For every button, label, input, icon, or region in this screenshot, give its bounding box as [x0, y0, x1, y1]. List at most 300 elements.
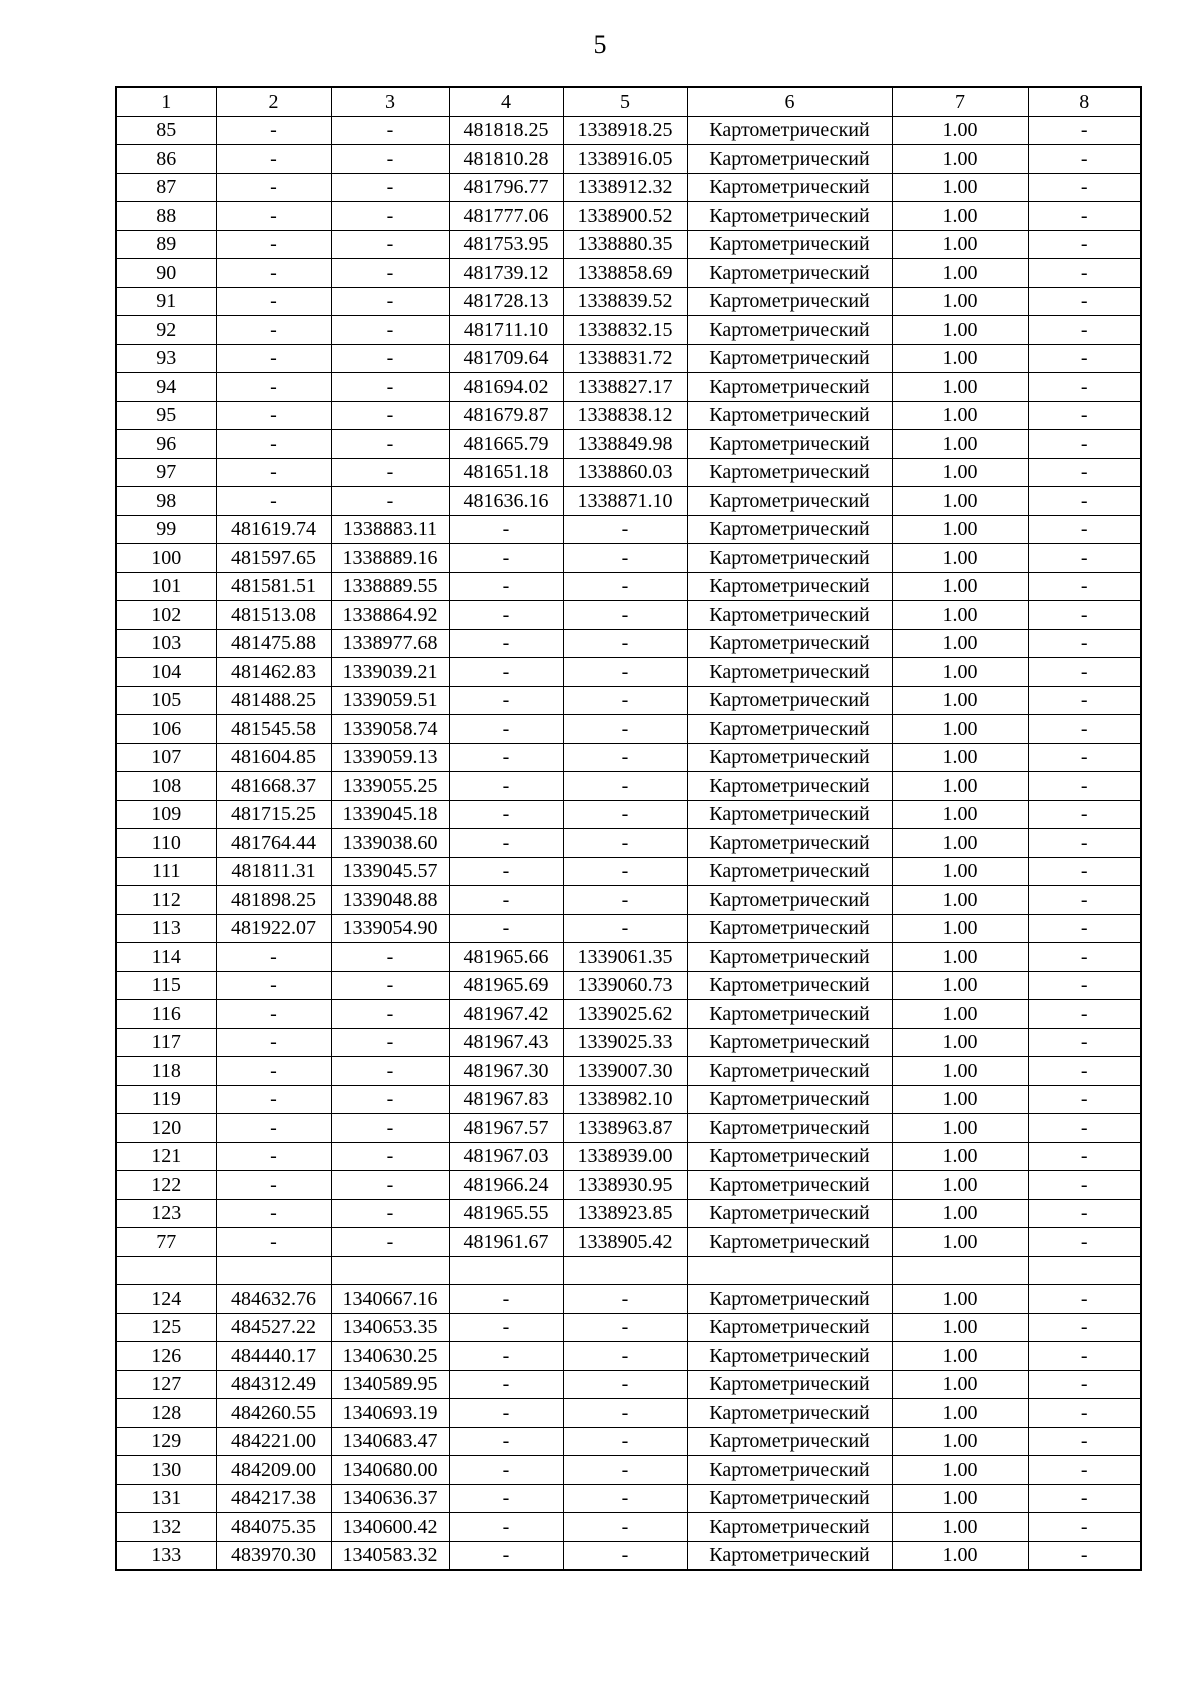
- table-cell: 1339058.74: [331, 715, 449, 744]
- table-row: [116, 800, 1141, 829]
- column-header: 3: [331, 87, 449, 116]
- table-cell: 481711.10: [449, 316, 563, 345]
- table-cell: -: [331, 401, 449, 430]
- table-cell: 481694.02: [449, 373, 563, 402]
- table-cell: -: [216, 943, 331, 972]
- table-cell: 481965.69: [449, 971, 563, 1000]
- table-cell: 481665.79: [449, 430, 563, 459]
- table-cell: 481818.25: [449, 116, 563, 145]
- table-cell: -: [563, 914, 687, 943]
- table-cell: -: [331, 287, 449, 316]
- table-cell: 99: [116, 515, 216, 544]
- table-cell: -: [563, 743, 687, 772]
- table-cell: -: [1028, 914, 1141, 943]
- table-cell: 133: [116, 1541, 216, 1570]
- table-cell: Картометрический: [687, 1456, 892, 1485]
- table-cell: 1.00: [892, 1199, 1028, 1228]
- table-cell: 1338982.10: [563, 1085, 687, 1114]
- table-cell: -: [1028, 629, 1141, 658]
- table-cell: -: [563, 1513, 687, 1542]
- table-cell: Картометрический: [687, 1541, 892, 1570]
- table-cell: -: [1028, 1313, 1141, 1342]
- table-cell: Картометрический: [687, 515, 892, 544]
- table-cell: 1338858.69: [563, 259, 687, 288]
- table-cell: 1.00: [892, 601, 1028, 630]
- table-cell: 1340693.19: [331, 1399, 449, 1428]
- table-cell: 111: [116, 857, 216, 886]
- table-cell: -: [216, 1228, 331, 1257]
- table-cell: -: [1028, 772, 1141, 801]
- table-cell: Картометрический: [687, 401, 892, 430]
- table-cell: -: [1028, 658, 1141, 687]
- table-cell: -: [216, 430, 331, 459]
- table-cell: Картометрический: [687, 487, 892, 516]
- table-cell: 1.00: [892, 829, 1028, 858]
- table-cell: 1.00: [892, 458, 1028, 487]
- table-cell: -: [449, 629, 563, 658]
- table-cell: -: [331, 259, 449, 288]
- table-cell: -: [563, 1399, 687, 1428]
- table-cell: 87: [116, 173, 216, 202]
- table-row: [116, 971, 1141, 1000]
- column-header: 5: [563, 87, 687, 116]
- table-row: [116, 658, 1141, 687]
- table-cell: 484221.00: [216, 1427, 331, 1456]
- table-cell: -: [216, 316, 331, 345]
- table-cell: 484217.38: [216, 1484, 331, 1513]
- table-cell: 89: [116, 230, 216, 259]
- table-cell: -: [449, 715, 563, 744]
- table-cell: 1338839.52: [563, 287, 687, 316]
- table-cell: 1338831.72: [563, 344, 687, 373]
- table-cell: 105: [116, 686, 216, 715]
- table-cell: -: [216, 487, 331, 516]
- table-cell: -: [563, 572, 687, 601]
- table-cell: -: [563, 658, 687, 687]
- table-cell: -: [1028, 686, 1141, 715]
- table-cell: 481965.55: [449, 1199, 563, 1228]
- table-cell: -: [1028, 344, 1141, 373]
- table-cell: -: [1028, 202, 1141, 231]
- table-row: [116, 458, 1141, 487]
- table-cell: 127: [116, 1370, 216, 1399]
- table-cell: -: [449, 572, 563, 601]
- table-cell: 109: [116, 800, 216, 829]
- table-cell: 1.00: [892, 743, 1028, 772]
- table-cell: -: [563, 1541, 687, 1570]
- table-cell: -: [449, 886, 563, 915]
- table-cell: 1.00: [892, 116, 1028, 145]
- table-cell: 481753.95: [449, 230, 563, 259]
- table-cell: -: [1028, 1484, 1141, 1513]
- table-cell: Картометрический: [687, 800, 892, 829]
- table-cell: -: [1028, 1085, 1141, 1114]
- coordinates-table: [115, 86, 1142, 1571]
- table-cell: -: [1028, 1342, 1141, 1371]
- table-cell: -: [331, 316, 449, 345]
- table-cell: 132: [116, 1513, 216, 1542]
- column-header: 1: [116, 87, 216, 116]
- table-cell: [892, 1256, 1028, 1285]
- table-cell: -: [331, 230, 449, 259]
- table-cell: 85: [116, 116, 216, 145]
- table-cell: -: [216, 1199, 331, 1228]
- table-cell: 481668.37: [216, 772, 331, 801]
- table-cell: [216, 1256, 331, 1285]
- table-cell: -: [563, 857, 687, 886]
- table-row: [116, 1399, 1141, 1428]
- table-cell: 1338889.55: [331, 572, 449, 601]
- table-cell: 1338905.42: [563, 1228, 687, 1257]
- table-cell: 481967.42: [449, 1000, 563, 1029]
- table-cell: -: [449, 1285, 563, 1314]
- table-cell: Картометрический: [687, 1342, 892, 1371]
- table-cell: 94: [116, 373, 216, 402]
- table-cell: -: [449, 1541, 563, 1570]
- table-cell: -: [563, 686, 687, 715]
- table-cell: 483970.30: [216, 1541, 331, 1570]
- table-cell: 1.00: [892, 1513, 1028, 1542]
- table-cell: 1.00: [892, 344, 1028, 373]
- table-cell: 1338883.11: [331, 515, 449, 544]
- table-cell: Картометрический: [687, 287, 892, 316]
- table-cell: Картометрический: [687, 373, 892, 402]
- table-cell: -: [449, 1342, 563, 1371]
- table-cell: -: [1028, 1541, 1141, 1570]
- table-cell: 117: [116, 1028, 216, 1057]
- table-cell: 1.00: [892, 1228, 1028, 1257]
- table-row: [116, 857, 1141, 886]
- table-cell: 1.00: [892, 544, 1028, 573]
- table-cell: -: [449, 800, 563, 829]
- table-cell: 481810.28: [449, 145, 563, 174]
- table-cell: 1.00: [892, 230, 1028, 259]
- table-cell: -: [331, 487, 449, 516]
- table-cell: 481462.83: [216, 658, 331, 687]
- table-cell: 98: [116, 487, 216, 516]
- table-cell: 1339007.30: [563, 1057, 687, 1086]
- table-cell: 484209.00: [216, 1456, 331, 1485]
- table-cell: -: [1028, 287, 1141, 316]
- table-cell: -: [331, 1028, 449, 1057]
- table-cell: -: [1028, 943, 1141, 972]
- table-cell: -: [1028, 1114, 1141, 1143]
- table-cell: -: [563, 1456, 687, 1485]
- table-cell: -: [1028, 515, 1141, 544]
- table-cell: 1.00: [892, 1028, 1028, 1057]
- table-cell: Картометрический: [687, 458, 892, 487]
- table-cell: -: [563, 1370, 687, 1399]
- table-cell: 1.00: [892, 943, 1028, 972]
- table-cell: 1338912.32: [563, 173, 687, 202]
- table-cell: [449, 1256, 563, 1285]
- table-cell: Картометрический: [687, 1484, 892, 1513]
- table-cell: 1339054.90: [331, 914, 449, 943]
- table-cell: 1339048.88: [331, 886, 449, 915]
- table-row: [116, 145, 1141, 174]
- table-cell: Картометрический: [687, 259, 892, 288]
- table-cell: 484075.35: [216, 1513, 331, 1542]
- table-cell: 1338923.85: [563, 1199, 687, 1228]
- table-cell: -: [449, 772, 563, 801]
- table-cell: -: [449, 515, 563, 544]
- table-cell: -: [331, 373, 449, 402]
- table-cell: 1.00: [892, 1541, 1028, 1570]
- table-cell: -: [563, 515, 687, 544]
- table-cell: 116: [116, 1000, 216, 1029]
- table-cell: Картометрический: [687, 1513, 892, 1542]
- table-cell: Картометрический: [687, 914, 892, 943]
- table-cell: 1338864.92: [331, 601, 449, 630]
- table-cell: 481967.83: [449, 1085, 563, 1114]
- table-cell: -: [1028, 1199, 1141, 1228]
- table-cell: 1.00: [892, 1456, 1028, 1485]
- table-cell: 126: [116, 1342, 216, 1371]
- table-cell: 96: [116, 430, 216, 459]
- table-cell: -: [1028, 1228, 1141, 1257]
- table-cell: 1339045.57: [331, 857, 449, 886]
- table-cell: [331, 1256, 449, 1285]
- table-cell: 125: [116, 1313, 216, 1342]
- table-cell: -: [563, 772, 687, 801]
- table-cell: 120: [116, 1114, 216, 1143]
- table-cell: 484632.76: [216, 1285, 331, 1314]
- table-cell: 1.00: [892, 971, 1028, 1000]
- table-cell: 1339025.33: [563, 1028, 687, 1057]
- table-row: [116, 829, 1141, 858]
- table-cell: Картометрический: [687, 1370, 892, 1399]
- table-row: [116, 1370, 1141, 1399]
- table-cell: 1.00: [892, 1000, 1028, 1029]
- table-cell: Картометрический: [687, 886, 892, 915]
- table-cell: -: [449, 1484, 563, 1513]
- table-cell: -: [1028, 259, 1141, 288]
- table-row: [116, 1541, 1141, 1570]
- table-cell: -: [1028, 173, 1141, 202]
- table-cell: -: [1028, 430, 1141, 459]
- table-cell: 107: [116, 743, 216, 772]
- table-cell: -: [331, 943, 449, 972]
- table-cell: -: [331, 1114, 449, 1143]
- table-cell: 1.00: [892, 686, 1028, 715]
- table-cell: -: [1028, 230, 1141, 259]
- table-cell: -: [331, 202, 449, 231]
- table-cell: Картометрический: [687, 715, 892, 744]
- table-cell: 481967.30: [449, 1057, 563, 1086]
- table-cell: 481619.74: [216, 515, 331, 544]
- table-cell: -: [216, 287, 331, 316]
- table-cell: -: [563, 715, 687, 744]
- table-cell: -: [449, 686, 563, 715]
- table-cell: 106: [116, 715, 216, 744]
- table-cell: -: [563, 1484, 687, 1513]
- table-row: [116, 515, 1141, 544]
- table-row: [116, 1171, 1141, 1200]
- table-cell: 481679.87: [449, 401, 563, 430]
- table-cell: 1.00: [892, 202, 1028, 231]
- table-cell: 108: [116, 772, 216, 801]
- table-cell: 481545.58: [216, 715, 331, 744]
- table-row: [116, 316, 1141, 345]
- table-cell: -: [449, 1370, 563, 1399]
- table-cell: -: [1028, 715, 1141, 744]
- table-cell: 1.00: [892, 857, 1028, 886]
- table-cell: -: [1028, 1370, 1141, 1399]
- table-cell: -: [216, 1000, 331, 1029]
- table-cell: 1.00: [892, 401, 1028, 430]
- table-cell: 1338939.00: [563, 1142, 687, 1171]
- table-cell: 1339059.13: [331, 743, 449, 772]
- table-cell: 112: [116, 886, 216, 915]
- table-cell: 1.00: [892, 515, 1028, 544]
- table-cell: -: [216, 230, 331, 259]
- table-cell: [116, 1256, 216, 1285]
- table-cell: Картометрический: [687, 743, 892, 772]
- table-row: [116, 686, 1141, 715]
- table-cell: 1.00: [892, 772, 1028, 801]
- table-cell: 1.00: [892, 629, 1028, 658]
- table-row: [116, 1313, 1141, 1342]
- table-cell: -: [449, 1513, 563, 1542]
- table-cell: 1.00: [892, 1171, 1028, 1200]
- table-cell: 90: [116, 259, 216, 288]
- table-row: [116, 230, 1141, 259]
- table-cell: 481651.18: [449, 458, 563, 487]
- table-row: [116, 943, 1141, 972]
- table-cell: Картометрический: [687, 829, 892, 858]
- table-cell: 1.00: [892, 373, 1028, 402]
- table-cell: -: [1028, 1427, 1141, 1456]
- table-cell: 97: [116, 458, 216, 487]
- table-cell: Картометрический: [687, 1285, 892, 1314]
- table-row: [116, 259, 1141, 288]
- table-cell: 1338832.15: [563, 316, 687, 345]
- table-cell: -: [216, 458, 331, 487]
- table-cell: 1338880.35: [563, 230, 687, 259]
- table-cell: -: [216, 1057, 331, 1086]
- table-cell: 481796.77: [449, 173, 563, 202]
- table-cell: [687, 1256, 892, 1285]
- table-cell: -: [563, 544, 687, 573]
- table-cell: -: [331, 1171, 449, 1200]
- table-cell: 88: [116, 202, 216, 231]
- table-row: [116, 772, 1141, 801]
- table-cell: Картометрический: [687, 230, 892, 259]
- table-cell: -: [216, 401, 331, 430]
- table-cell: 481967.57: [449, 1114, 563, 1143]
- table-cell: Картометрический: [687, 601, 892, 630]
- table-cell: 1340600.42: [331, 1513, 449, 1542]
- table-cell: 481967.43: [449, 1028, 563, 1057]
- table-cell: 110: [116, 829, 216, 858]
- table-cell: 77: [116, 1228, 216, 1257]
- table-cell: 124: [116, 1285, 216, 1314]
- table-cell: 481777.06: [449, 202, 563, 231]
- table-cell: 123: [116, 1199, 216, 1228]
- table-cell: 1.00: [892, 1370, 1028, 1399]
- table-row: [116, 1228, 1141, 1257]
- table-cell: Картометрический: [687, 1085, 892, 1114]
- table-cell: -: [1028, 544, 1141, 573]
- table-cell: 484527.22: [216, 1313, 331, 1342]
- table-cell: Картометрический: [687, 658, 892, 687]
- column-header: 8: [1028, 87, 1141, 116]
- table-cell: -: [331, 430, 449, 459]
- table-cell: -: [1028, 1513, 1141, 1542]
- table-cell: -: [216, 116, 331, 145]
- table-cell: -: [449, 544, 563, 573]
- table-cell: 128: [116, 1399, 216, 1428]
- table-cell: 129: [116, 1427, 216, 1456]
- table-cell: Картометрический: [687, 1228, 892, 1257]
- table-cell: 119: [116, 1085, 216, 1114]
- table-cell: 1338916.05: [563, 145, 687, 174]
- table-cell: 1338889.16: [331, 544, 449, 573]
- table-row: [116, 1142, 1141, 1171]
- table-cell: Картометрический: [687, 1313, 892, 1342]
- table-row: [116, 1057, 1141, 1086]
- table-cell: 1338849.98: [563, 430, 687, 459]
- table-cell: 1.00: [892, 259, 1028, 288]
- table-cell: 1340630.25: [331, 1342, 449, 1371]
- table-cell: 1340680.00: [331, 1456, 449, 1485]
- table-cell: -: [331, 1142, 449, 1171]
- table-row: [116, 572, 1141, 601]
- table-cell: -: [563, 1285, 687, 1314]
- table-cell: -: [1028, 800, 1141, 829]
- table-cell: -: [216, 344, 331, 373]
- table-cell: -: [216, 259, 331, 288]
- table-row: [116, 715, 1141, 744]
- table-cell: -: [1028, 1171, 1141, 1200]
- table-cell: Картометрический: [687, 1000, 892, 1029]
- table-cell: Картометрический: [687, 971, 892, 1000]
- table-cell: 131: [116, 1484, 216, 1513]
- table-cell: 121: [116, 1142, 216, 1171]
- table-cell: Картометрический: [687, 1399, 892, 1428]
- table-cell: 481475.88: [216, 629, 331, 658]
- table-cell: Картометрический: [687, 544, 892, 573]
- table-cell: 100: [116, 544, 216, 573]
- table-body: [116, 116, 1141, 1570]
- table-cell: 481898.25: [216, 886, 331, 915]
- table-row: [116, 914, 1141, 943]
- table-cell: -: [1028, 1399, 1141, 1428]
- table-cell: -: [1028, 458, 1141, 487]
- table-cell: 86: [116, 145, 216, 174]
- table-cell: Картометрический: [687, 1057, 892, 1086]
- table-cell: 1.00: [892, 1313, 1028, 1342]
- table-cell: -: [449, 829, 563, 858]
- table-cell: 1339045.18: [331, 800, 449, 829]
- table-cell: -: [449, 601, 563, 630]
- table-cell: 93: [116, 344, 216, 373]
- table-cell: 92: [116, 316, 216, 345]
- table-cell: 1.00: [892, 1085, 1028, 1114]
- table-cell: Картометрический: [687, 1142, 892, 1171]
- table-cell: -: [1028, 1028, 1141, 1057]
- table-cell: 484440.17: [216, 1342, 331, 1371]
- table-cell: 481581.51: [216, 572, 331, 601]
- table-cell: 481965.66: [449, 943, 563, 972]
- table-cell: -: [449, 914, 563, 943]
- table-row: [116, 743, 1141, 772]
- table-row: [116, 1199, 1141, 1228]
- table-cell: 1.00: [892, 715, 1028, 744]
- table-cell: -: [449, 1427, 563, 1456]
- table-cell: -: [563, 886, 687, 915]
- table-cell: 1.00: [892, 145, 1028, 174]
